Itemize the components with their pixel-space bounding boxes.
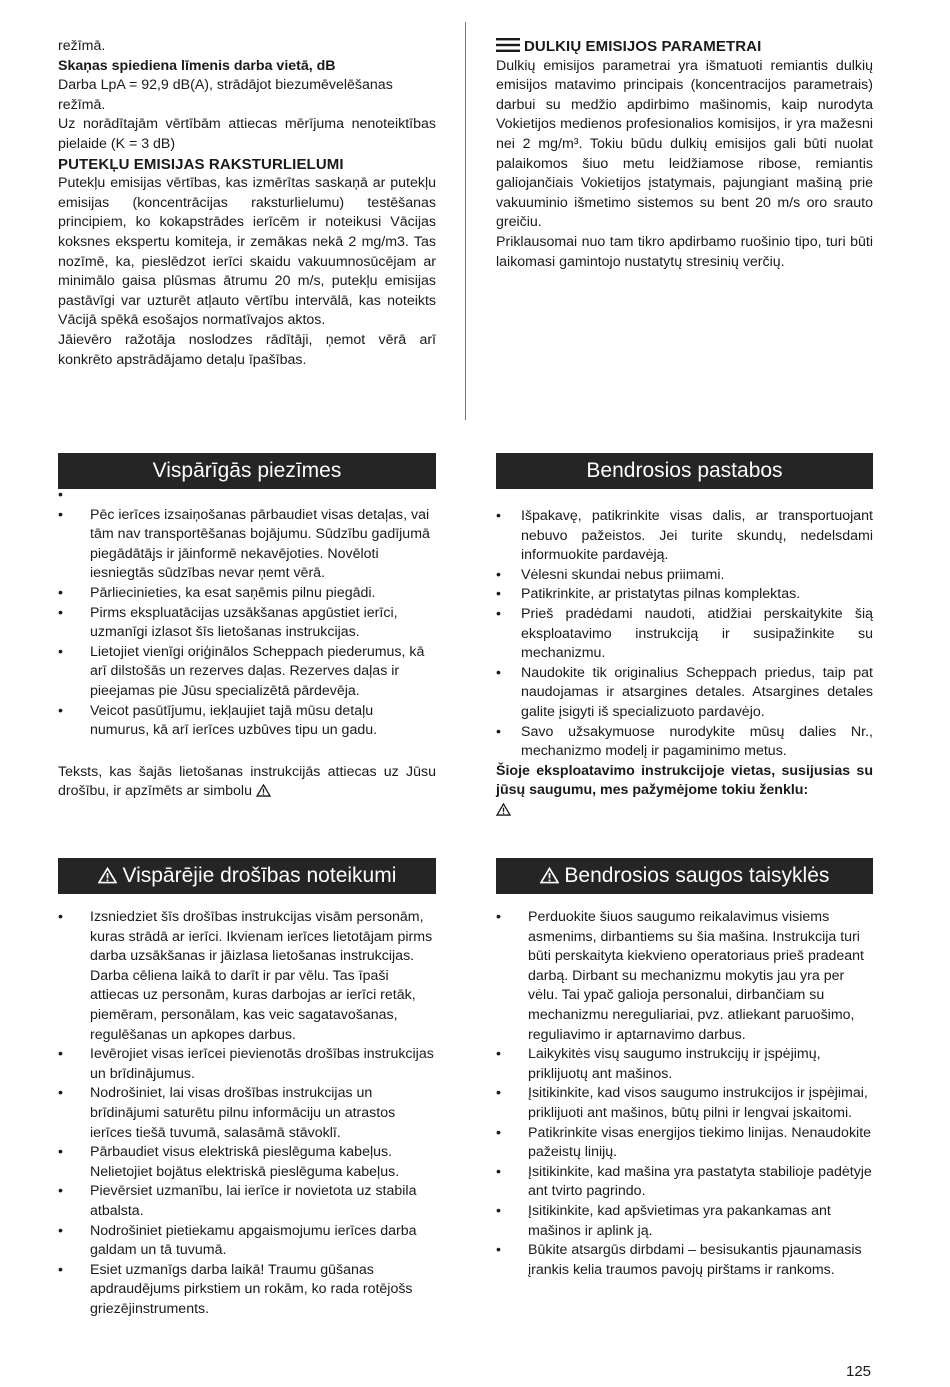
safety-rules-title-lv: Vispārējie drošības noteikumi <box>122 864 397 887</box>
list-item: • <box>58 487 63 503</box>
list-item: • Patikrinkite visas energijos tiekimo linijas. Nenaudokite pažeistų linijų. <box>496 1124 872 1161</box>
menu-lines-icon <box>496 38 520 52</box>
list-item: • Ievērojiet visas ierīcei pievienotās drošības instrukcijas un brīdinājumus. <box>58 1046 434 1082</box>
symbol-note-lt-icon-line <box>496 801 873 821</box>
list-item: • Pārliecinieties, ka esat saņēmis pilnu piegādi. <box>58 584 376 601</box>
warning-triangle-icon <box>256 784 271 797</box>
left-top-section <box>58 37 436 370</box>
list-item: • Būkite atsargūs dirbdami – besisukantis pjaunamasis įrankis kelia traumos pavojų pirštams ir rankoms. <box>496 1242 862 1278</box>
list-item: • Veicot pasūtījumu, iekļaujiet tajā mūsu detaļu numurus, kā arī ierīces uzbūves tipu un gadu. <box>58 702 378 739</box>
dust-params-heading: DULKIŲ EMISIJOS PARAMETRAI <box>524 38 762 55</box>
safety-rules-bar-lt <box>496 858 873 894</box>
noise-heading: Skaņas spiediena līmenis darba vietā, dB <box>58 57 336 74</box>
list-item: • Patikrinkite, ar pristatytas pilnas komplektas. <box>496 586 801 603</box>
text-line: režīmā. <box>58 38 106 54</box>
list-item: • Išpakavę, patikrinkite visas dalis, ar transportuojant nebuvo pažeistos. Jei turite skundų, nedelsdami informuokite pardavėją. <box>496 508 873 564</box>
general-notes-list-lv <box>58 486 436 741</box>
list-item: • Lietojiet vienīgi oriģinālos Scheppach piederumus, kā arī dilstošās un rezerves daļas. Rezerves daļas ir pieejamas pie Jūsu specializētā pārdevēja. <box>58 643 425 699</box>
general-notes-bar-lv <box>58 453 436 489</box>
list-item: • Laikykitės visų saugumo instrukcijų ir įspėjimų, priklijuotų ant mašinos. <box>496 1046 821 1082</box>
safety-rules-list-lt <box>496 908 873 1280</box>
safety-rules-bar-lv <box>58 858 436 894</box>
list-item: • Įsitikinkite, kad mašina yra pastatyta stabilioje padėtyje ant tvirto pagrindo. <box>496 1163 872 1200</box>
warning-triangle-icon <box>98 867 117 884</box>
dust-params-paragraph: Dulkių emisijos parametrai yra išmatuoti remiantis dulkių emisijos matavimo principais (koncentracijos parametrais) darbui su medžio apdirbimo mašinomis, kaip nurodyta Vokietijos medienos profesionalios komisijos, ir yra mažesni nei 2 mg/m³. Tokiu būdu dulkių emisijos gali būti nuolat palaikomos šiuo metu leidžiamose ribose, remiantis galiojančiais Vokietijos įstatymais, pajungiant mašiną prie vakuuminio išmetimo sistemos su bent 20 m/s oro srauto greičiu. <box>496 57 873 231</box>
list-item: • Įsitikinkite, kad apšvietimas yra pakankamas ant mašinos ir aplink ją. <box>496 1202 831 1239</box>
warning-triangle-icon <box>496 803 511 816</box>
general-notes-title-lt: Bendrosios pastabos <box>586 459 783 482</box>
page-number: 125 <box>846 1363 872 1380</box>
dust-params-heading-line <box>496 37 873 57</box>
general-notes-bar-lt <box>496 453 873 489</box>
general-notes-lt <box>496 507 873 821</box>
symbol-note-lv: Teksts, kas šajās lietošanas instrukcijās attiecas uz Jūsu drošību, ir apzīmēts ar simbolu <box>58 763 436 800</box>
list-item: • Savo užsakymuose nurodykite mūsų dalies Nr., mechanizmo modelį ir pagaminimo metus. <box>496 723 873 760</box>
general-notes-list-lt <box>496 507 873 762</box>
list-item: • Pievērsiet uzmanību, lai ierīce ir novietota uz stabila atbalsta. <box>58 1183 417 1219</box>
safety-rules-list-lv <box>58 908 436 1319</box>
list-item: • Perduokite šiuos saugumo reikalavimus visiems asmenims, dirbantiems su šia mašina. Instrukcija turi būti perskaityta kiekvieno operatoriaus prieš pradeant darbą. Dirbant su mechanizmu mokytis jau yra per vėlu. Tai ypač galioja personalui, dirbančiam su mechanizmu nereguliariai, pvz. atliekant paruošimo, reguliavimo ir aptarnavimo darbus. <box>496 909 864 1043</box>
list-item: • Esiet uzmanīgs darba laikā! Traumu gūšanas apdraudējums pirkstiem un rokām, ko rada rotējošs griezējinstruments. <box>58 1261 413 1317</box>
right-top-section <box>496 37 873 272</box>
text-line: režīmā. <box>58 96 106 113</box>
manufacturer-paragraph: Jāievēro ražotāja noslodzes rādītāji, ņemot vērā arī konkrēto apstrādājamo detaļu īpašības. <box>58 331 436 368</box>
safety-rules-title-lt: Bendrosios saugos taisyklės <box>564 864 830 887</box>
column-divider <box>465 22 466 420</box>
general-notes-title-lv: Vispārīgās piezīmes <box>152 459 342 482</box>
dust-emission-heading: PUTEKĻU EMISIJAS RAKSTURLIELUMI <box>58 155 344 173</box>
list-item: • Vėlesni skundai nebus priimami. <box>496 566 725 583</box>
list-item: • Pārbaudiet visus elektriskā pieslēguma kabeļus. Nelietojiet bojātus elektriskā pieslēguma kabeļus. <box>58 1144 400 1180</box>
dust-emission-paragraph: Putekļu emisijas vērtības, kas izmērītas saskaņā ar putekļu emisijas (koncentrācijas raksturlielumu) testēšanas principiem, ko kokapstrādes ierīcēm ir noteikusi Vācijas koksnes ekspertu komiteja, ir zemākas nekā 2 mg/m3. Tas nozīmē, ka, pieslēdzot ierīci skaidu vakuumnosūcējam ar minimālo gaisa plūsmas ātrumu 20 m/s, putekļu emisijas pastāvīgi var uzturēt atļauto vērtību intervālā, kas noteikts Vācijā spēkā esošajos normatīvajos aktos. <box>58 175 436 329</box>
list-item: • Nodrošiniet pietiekamu apgaismojumu ierīces darba galdam un tā tuvumā. <box>58 1222 417 1259</box>
uncertainty-text: Uz norādītajām vērtībām attiecas mērījuma nenoteiktības pielaide (K = 3 dB) <box>58 116 436 152</box>
stress-values-paragraph: Priklausomai nuo tam tikro apdirbamo ruošinio tipo, turi būti laikomasi gamintojo nustatytų stresinių verčių. <box>496 233 873 270</box>
list-item: • Naudokite tik originalius Scheppach priedus, taip pat naudojamas ir atsargines detales. Atsargines detales galite įsigyti iš specializuoto pardavėjo. <box>496 664 873 720</box>
list-item: • Nodrošiniet, lai visas drošības instrukcijas un brīdinājumi saturētu pilnu informāciju un atrastos ierīces tiešā tuvumā, salasāmā stāvoklī. <box>58 1085 396 1141</box>
list-item: • Izsniedziet šīs drošības instrukcijas visām personām, kuras strādā ar ierīci. Ikvienam ierīces lietotājam pirms darba uzsākšanas ir jāizlasa lietošanas instrukcijas. Darba cēliena laikā to darīt ir par vēlu. Tas īpaši attiecas uz personām, kuras darbojas ar ierīci retāk, piemēram, personālam, kas veic sagatavošanas, regulēšanas un apkopes darbus. <box>58 909 433 1043</box>
list-item: • Pēc ierīces izsaiņošanas pārbaudiet visas detaļas, vai tām nav transportēšanas bojājumu. Sūdzību gadījumā piegādātājs ir jāinformē nekavējoties. Novēloti iesniegtās sūdzības nevar ņemt vērā. <box>58 506 430 582</box>
text-line: Darba LpA = 92,9 dB(A), strādājot biezumēvelēšanas <box>58 77 393 94</box>
warning-triangle-icon <box>540 867 559 884</box>
list-item: • Pirms ekspluatācijas uzsākšanas apgūstiet ierīci, uzmanīgi izlasot šīs lietošanas instrukcijas. <box>58 604 398 641</box>
general-notes-lv <box>58 486 436 802</box>
list-item: • Prieš pradėdami naudoti, atidžiai perskaitykite šią eksploatavimo instrukciją ir susipažinkite su mechanizmu. <box>496 605 873 662</box>
symbol-note-lt: Šioje eksploatavimo instrukcijoje vietas, susijusias su jūsų saugumu, mes pažymėjome tokiu ženklu: <box>496 762 873 799</box>
list-item: • Įsitikinkite, kad visos saugumo instrukcijos ir įspėjimai, priklijuoti ant mašinos, būtų pilni ir lengvai įskaitomi. <box>496 1085 868 1121</box>
safety-rules-lt <box>496 908 873 1280</box>
safety-rules-lv <box>58 908 436 1319</box>
